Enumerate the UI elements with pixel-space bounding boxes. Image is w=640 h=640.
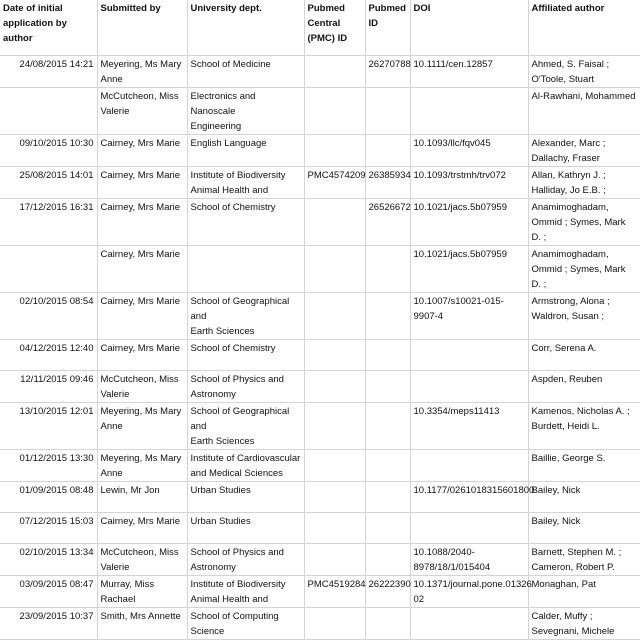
cell-submitted-by-text: Cairney, Mrs Marie [100, 169, 181, 181]
cell-university-dept-text: School of Geographical and Earth Sciences [190, 295, 290, 337]
cell-date-text: 07/12/2015 15:03 [19, 515, 94, 527]
cell-affiliated-author-text: Barnett, Stephen M. ; Cameron, Robert P. [531, 546, 622, 573]
cell-affiliated-author-text: Alexander, Marc ; Dallachy, Fraser [531, 137, 606, 164]
cell-date[interactable] [0, 55, 97, 87]
header-pmc-id[interactable]: Pubmed Central (PMC) ID [304, 0, 365, 55]
cell-doi-text: 10.1371/journal.pone.01326 02 [413, 578, 532, 605]
table-row [0, 87, 640, 134]
table-row [0, 166, 640, 198]
cell-affiliated-author[interactable] [528, 134, 640, 166]
cell-pubmed-id[interactable] [365, 370, 410, 402]
cell-affiliated-author[interactable] [528, 512, 640, 543]
cell-submitted-by[interactable] [97, 481, 187, 512]
cell-submitted-by-text: Meyering, Ms Mary Anne [100, 452, 182, 479]
cell-doi[interactable] [410, 543, 528, 575]
cell-pubmed-id[interactable] [365, 55, 410, 87]
cell-doi[interactable] [410, 166, 528, 198]
cell-date-text: 09/10/2015 10:30 [19, 137, 94, 149]
cell-submitted-by-text: McCutcheon, Miss Valerie [100, 546, 179, 573]
cell-university-dept-text: School of Chemistry [190, 201, 276, 213]
cell-affiliated-author-text: Bailey, Nick [531, 484, 581, 496]
cell-submitted-by-text: Meyering, Ms Mary Anne [100, 405, 182, 432]
cell-pmc-id[interactable] [304, 292, 365, 339]
cell-affiliated-author-text: Aspden, Reuben [531, 373, 603, 385]
cell-university-dept[interactable] [187, 607, 304, 639]
cell-doi-text: 10.1093/trstmh/trv072 [413, 169, 506, 181]
table-row [0, 402, 640, 449]
cell-university-dept-text: School of Physics and Astronomy [190, 546, 284, 573]
cell-university-dept-text: Institute of Cardiovascular and Medical Sciences [190, 452, 301, 479]
cell-submitted-by-text: Cairney, Mrs Marie [100, 137, 181, 149]
cell-submitted-by[interactable] [97, 402, 187, 449]
table-row [0, 339, 640, 370]
cell-affiliated-author[interactable] [528, 575, 640, 607]
cell-doi-text: 10.1088/2040- 8978/18/1/015404 [413, 546, 491, 573]
cell-date-text: 23/09/2015 10:37 [19, 610, 94, 622]
cell-date[interactable] [0, 512, 97, 543]
cell-doi-text: 10.3354/meps11413 [413, 405, 500, 417]
table-row [0, 607, 640, 639]
cell-date[interactable] [0, 402, 97, 449]
cell-pmc-id[interactable] [304, 607, 365, 639]
cell-submitted-by[interactable] [97, 292, 187, 339]
table-row [0, 55, 640, 87]
cell-pubmed-id[interactable] [365, 481, 410, 512]
cell-date[interactable] [0, 543, 97, 575]
cell-pmc-id[interactable] [304, 245, 365, 292]
cell-submitted-by-text: McCutcheon, Miss Valerie [100, 90, 179, 117]
cell-submitted-by[interactable] [97, 87, 187, 134]
header-submitted-by[interactable]: Submitted by [97, 0, 187, 55]
cell-doi[interactable] [410, 402, 528, 449]
cell-submitted-by-text: Cairney, Mrs Marie [100, 295, 181, 307]
cell-university-dept-text: School of Chemistry [190, 342, 276, 354]
cell-university-dept[interactable] [187, 370, 304, 402]
cell-pubmed-id[interactable] [365, 512, 410, 543]
cell-doi[interactable] [410, 339, 528, 370]
table-row [0, 512, 640, 543]
cell-pubmed-id[interactable] [365, 575, 410, 607]
cell-university-dept-text: School of Physics and Astronomy [190, 373, 284, 400]
cell-submitted-by-text: Murray, Miss Rachael [100, 578, 155, 605]
cell-doi-text: 10.1021/jacs.5b07959 [413, 248, 507, 260]
cell-university-dept[interactable] [187, 575, 304, 607]
cell-pmc-id[interactable] [304, 134, 365, 166]
cell-submitted-by[interactable] [97, 55, 187, 87]
cell-pmc-id[interactable] [304, 575, 365, 607]
table-row [0, 292, 640, 339]
cell-university-dept[interactable] [187, 543, 304, 575]
cell-submitted-by[interactable] [97, 512, 187, 543]
cell-submitted-by-text: Meyering, Ms Mary Anne [100, 58, 182, 85]
cell-date-text: 25/08/2015 14:01 [19, 169, 94, 181]
cell-university-dept[interactable] [187, 512, 304, 543]
cell-university-dept-text: English Language [190, 137, 267, 149]
cell-university-dept[interactable] [187, 481, 304, 512]
cell-doi[interactable] [410, 292, 528, 339]
cell-university-dept-text: School of Geographical and Earth Sciences [190, 405, 290, 447]
cell-affiliated-author[interactable] [528, 198, 640, 245]
cell-affiliated-author[interactable] [528, 543, 640, 575]
cell-doi[interactable] [410, 245, 528, 292]
cell-affiliated-author-text: Anamimoghadam, Ommid ; Symes, Mark D. ; [531, 201, 626, 243]
cell-pmc-id-text: PMC4574209 [307, 169, 366, 181]
cell-doi[interactable] [410, 134, 528, 166]
cell-doi[interactable] [410, 198, 528, 245]
cell-submitted-by[interactable] [97, 370, 187, 402]
cell-pmc-id[interactable] [304, 55, 365, 87]
cell-date-text: 01/12/2015 13:30 [19, 452, 94, 464]
cell-doi-text: 10.1093/llc/fqv045 [413, 137, 491, 149]
header-university-dept[interactable]: University dept. [187, 0, 304, 55]
cell-submitted-by[interactable] [97, 575, 187, 607]
header-affiliated-author[interactable]: Affiliated author [528, 0, 640, 55]
cell-pmc-id[interactable] [304, 512, 365, 543]
cell-affiliated-author[interactable] [528, 55, 640, 87]
header-row [0, 0, 640, 55]
cell-affiliated-author[interactable] [528, 339, 640, 370]
cell-date[interactable] [0, 481, 97, 512]
cell-affiliated-author[interactable] [528, 166, 640, 198]
cell-pubmed-id-text: 26526672 [368, 201, 411, 213]
cell-pmc-id[interactable] [304, 402, 365, 449]
cell-submitted-by-text: McCutcheon, Miss Valerie [100, 373, 179, 400]
cell-pubmed-id[interactable] [365, 166, 410, 198]
cell-pmc-id[interactable] [304, 543, 365, 575]
cell-pmc-id[interactable] [304, 449, 365, 481]
cell-pubmed-id[interactable] [365, 543, 410, 575]
cell-affiliated-author-text: Ahmed, S. Faisal ; O'Toole, Stuart [531, 58, 610, 85]
header-doi[interactable]: DOI [410, 0, 528, 55]
cell-pubmed-id[interactable] [365, 87, 410, 134]
cell-affiliated-author-text: Calder, Muffy ; Sevegnani, Michele [531, 610, 615, 637]
cell-pubmed-id[interactable] [365, 292, 410, 339]
cell-submitted-by-text: Cairney, Mrs Marie [100, 201, 181, 213]
cell-university-dept[interactable] [187, 245, 304, 292]
cell-university-dept[interactable] [187, 166, 304, 198]
cell-date[interactable] [0, 449, 97, 481]
cell-doi[interactable] [410, 575, 532, 607]
cell-date-text: 12/11/2015 09:46 [20, 373, 94, 385]
cell-submitted-by-text: Cairney, Mrs Marie [100, 515, 181, 527]
table-row [0, 575, 640, 607]
cell-affiliated-author[interactable] [528, 449, 640, 481]
cell-pmc-id[interactable] [304, 87, 365, 134]
table-row [0, 449, 640, 481]
cell-date-text: 02/10/2015 08:54 [19, 295, 94, 307]
cell-date[interactable] [0, 575, 97, 607]
cell-doi-text: 10.1177/0261018315601800 [413, 484, 535, 496]
cell-date[interactable] [0, 87, 97, 134]
table-row [0, 134, 640, 166]
cell-pubmed-id[interactable] [365, 245, 410, 292]
cell-affiliated-author-text: Corr, Serena A. [531, 342, 597, 354]
cell-pmc-id[interactable] [304, 339, 365, 370]
cell-pubmed-id[interactable] [365, 607, 410, 639]
cell-affiliated-author[interactable] [528, 292, 640, 339]
cell-university-dept[interactable] [187, 402, 304, 449]
cell-university-dept[interactable] [187, 87, 304, 134]
cell-university-dept[interactable] [187, 55, 304, 87]
cell-date-text: 02/10/2015 13:34 [19, 546, 94, 558]
cell-pmc-id-text: PMC4519284 [307, 578, 366, 590]
cell-doi-text: 10.1007/s10021-015-9907-4 [413, 295, 504, 322]
cell-affiliated-author-text: Al-Rawhani, Mohammed [531, 90, 636, 102]
cell-affiliated-author-text: Kamenos, Nicholas A. ; Burdett, Heidi L. [531, 405, 630, 432]
cell-date-text: 24/08/2015 14:21 [19, 58, 94, 70]
cell-affiliated-author[interactable] [528, 607, 640, 639]
cell-affiliated-author-text: Monaghan, Pat [531, 578, 596, 590]
cell-submitted-by[interactable] [97, 166, 187, 198]
cell-date[interactable] [0, 245, 97, 292]
cell-university-dept-text: Urban Studies [190, 484, 251, 496]
cell-university-dept-text: Urban Studies [190, 515, 251, 527]
cell-submitted-by[interactable] [97, 134, 187, 166]
cell-date[interactable] [0, 607, 97, 639]
cell-pubmed-id[interactable] [365, 449, 410, 481]
cell-university-dept[interactable] [187, 339, 304, 370]
cell-university-dept-text: Electronics and Nanoscale Engineering [190, 90, 256, 132]
cell-doi[interactable] [410, 55, 528, 87]
cell-pubmed-id-text: 26222390 [368, 578, 411, 590]
cell-doi-text: 10.1021/jacs.5b07959 [413, 201, 507, 213]
cell-date[interactable] [0, 198, 97, 245]
cell-date[interactable] [0, 370, 97, 402]
cell-doi[interactable] [410, 512, 528, 543]
cell-affiliated-author[interactable] [528, 87, 640, 134]
cell-submitted-by[interactable] [97, 339, 187, 370]
cell-submitted-by-text: Lewin, Mr Jon [100, 484, 160, 496]
header-date[interactable]: Date of initial application by author [0, 0, 97, 55]
cell-university-dept-text: School of Computing Science [190, 610, 279, 637]
cell-doi[interactable] [410, 449, 528, 481]
cell-pmc-id[interactable] [304, 166, 365, 198]
cell-pubmed-id[interactable] [365, 134, 410, 166]
cell-date[interactable] [0, 134, 97, 166]
cell-date-text: 13/10/2015 12:01 [19, 405, 94, 417]
cell-submitted-by[interactable] [97, 245, 187, 292]
cell-pubmed-id-text: 26385934 [368, 169, 411, 181]
table-row [0, 481, 640, 512]
cell-university-dept[interactable] [187, 449, 304, 481]
cell-submitted-by[interactable] [97, 198, 187, 245]
cell-university-dept-text: Institute of Biodiversity Animal Health and [190, 578, 286, 605]
cell-affiliated-author-text: Armstrong, Alona ; Waldron, Susan ; [531, 295, 610, 322]
cell-affiliated-author[interactable] [528, 481, 640, 512]
cell-affiliated-author[interactable] [528, 370, 640, 402]
cell-submitted-by-text: Smith, Mrs Annette [100, 610, 181, 622]
cell-affiliated-author[interactable] [528, 245, 640, 292]
cell-affiliated-author-text: Allan, Kathryn J. ; Halliday, Jo E.B. ; [531, 169, 606, 196]
header-pubmed-id[interactable]: Pubmed ID [365, 0, 410, 55]
cell-university-dept[interactable] [187, 134, 304, 166]
table-body [0, 55, 640, 639]
cell-submitted-by[interactable] [97, 449, 187, 481]
cell-pubmed-id[interactable] [365, 402, 410, 449]
cell-affiliated-author-text: Bailey, Nick [531, 515, 581, 527]
cell-doi[interactable] [410, 87, 528, 134]
cell-doi[interactable] [410, 481, 535, 512]
cell-university-dept-text: School of Medicine [190, 58, 271, 70]
cell-pmc-id[interactable] [304, 370, 365, 402]
cell-university-dept-text: Institute of Biodiversity Animal Health and [190, 169, 286, 196]
table-row [0, 370, 640, 402]
cell-pmc-id[interactable] [304, 198, 365, 245]
cell-pubmed-id[interactable] [365, 198, 410, 245]
cell-affiliated-author[interactable] [528, 402, 640, 449]
cell-date[interactable] [0, 166, 97, 198]
cell-doi[interactable] [410, 370, 528, 402]
cell-date[interactable] [0, 292, 97, 339]
cell-affiliated-author-text: Anamimoghadam, Ommid ; Symes, Mark D. ; [531, 248, 626, 290]
cell-university-dept[interactable] [187, 198, 304, 245]
cell-date-text: 17/12/2015 16:31 [19, 201, 94, 213]
cell-submitted-by[interactable] [97, 607, 187, 639]
cell-university-dept[interactable] [187, 292, 304, 339]
cell-date-text: 04/12/2015 12:40 [19, 342, 94, 354]
table-row [0, 543, 640, 575]
cell-date[interactable] [0, 339, 97, 370]
table-row [0, 245, 640, 292]
cell-doi[interactable] [410, 607, 528, 639]
cell-pubmed-id-text: 26270788 [368, 58, 411, 70]
cell-submitted-by[interactable] [97, 543, 187, 575]
cell-affiliated-author-text: Baillie, George S. [531, 452, 606, 464]
cell-date-text: 03/09/2015 08:47 [19, 578, 94, 590]
cell-submitted-by-text: Cairney, Mrs Marie [100, 248, 181, 260]
table-row [0, 198, 640, 245]
cell-pmc-id[interactable] [304, 481, 365, 512]
cell-doi-text: 10.1111/cen.12857 [413, 58, 493, 70]
cell-pubmed-id[interactable] [365, 339, 410, 370]
cell-date-text: 01/09/2015 08:48 [19, 484, 94, 496]
cell-submitted-by-text: Cairney, Mrs Marie [100, 342, 181, 354]
